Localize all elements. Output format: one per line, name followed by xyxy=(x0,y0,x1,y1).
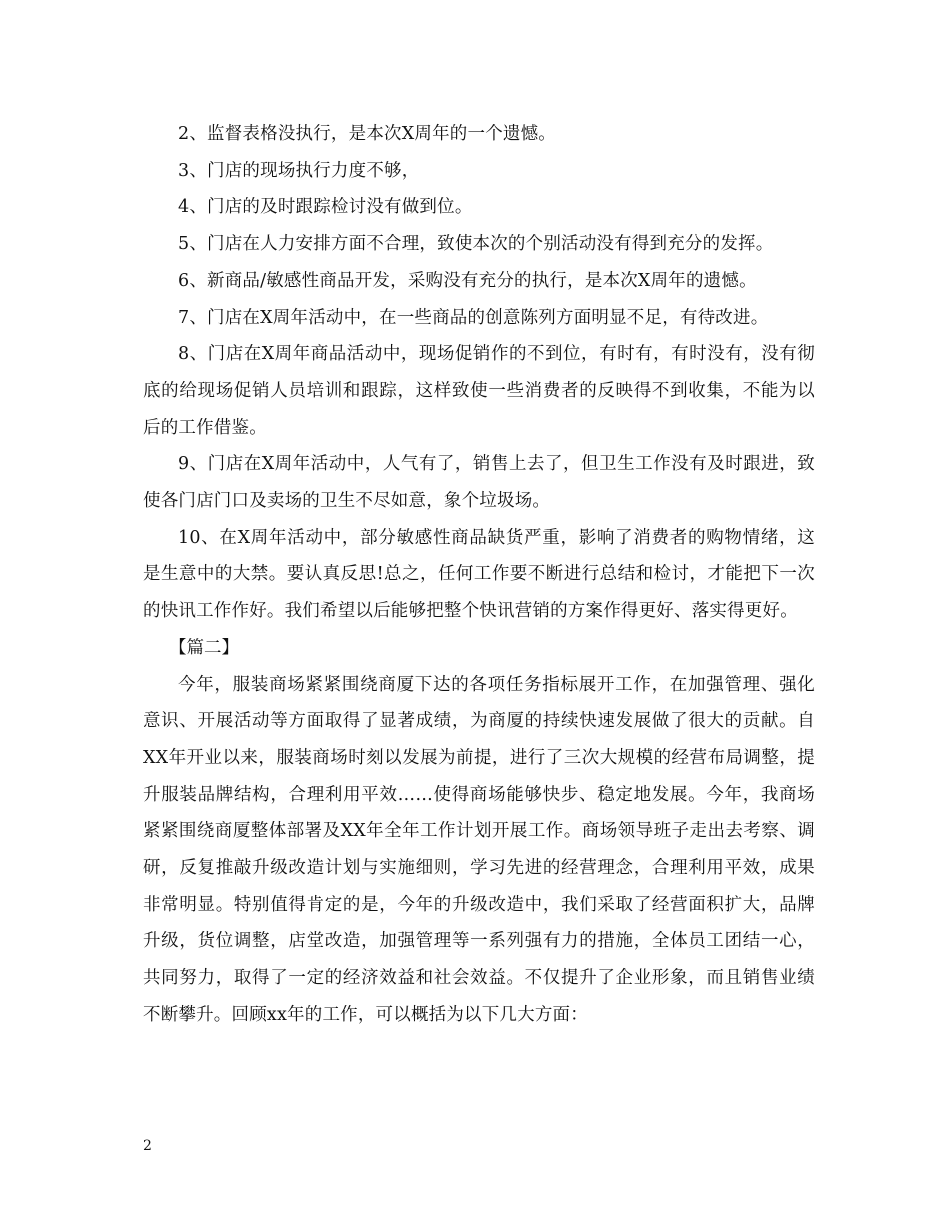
section-paragraph: 今年，服装商场紧紧围绕商厦下达的各项任务指标展开工作，在加强管理、强化意识、开展活动等方面取得了显著成绩，为商厦的持续快速发展做了很大的贡献。自XX年开业以来，服装商场时刻以发展为前提，进行了三次大规模的经营布局调整，提升服装品牌结构，合理利用平效……使得商场能够快步、稳定地发展。今年，我商场紧紧围绕商厦整体部署及XX年全年工作计划开展工作。商场领导班子走出去考察、调研，反复推敲升级改造计划与实施细则，学习先进的经营理念，合理利用平效，成果非常明显。特别值得肯定的是，今年的升级改造中，我们采取了经营面积扩大，品牌升级，货位调整，店堂改造，加强管理等一系列强有力的措施，全体员工团结一心，共同努力，取得了一定的经济效益和社会效益。不仅提升了企业形象，而且销售业绩不断攀升。回顾xx年的工作，可以概括为以下几大方面： xyxy=(143,674,815,1025)
paragraph-item-2: 2、监督表格没执行，是本次X周年的一个遗憾。 xyxy=(178,124,556,144)
page-number: 2 xyxy=(143,1138,152,1154)
paragraph-item-4: 4、门店的及时跟踪检讨没有做到位。 xyxy=(178,197,473,218)
document-body xyxy=(143,116,815,1034)
paragraph-item-3: 3、门店的现场执行力度不够， xyxy=(178,160,420,181)
paragraph-item-6: 6、新商品/敏感性商品开发，采购没有充分的执行，是本次X周年的遗憾。 xyxy=(178,270,757,291)
paragraph-item-8: 8、门店在X周年商品活动中，现场促销作的不到位，有时有，有时没有，没有彻底的给现场促销人员培训和跟踪，这样致使一些消费者的反映得不到收集，不能为以后的工作借鉴。 xyxy=(143,344,815,438)
section-heading: 【篇二】 xyxy=(169,637,239,658)
paragraph-item-5: 5、门店在人力安排方面不合理，致使本次的个别活动没有得到充分的发挥。 xyxy=(178,234,774,255)
paragraph-item-9: 9、门店在X周年活动中，人气有了，销售上去了，但卫生工作没有及时跟进，致使各门店门口及卖场的卫生不尽如意，象个垃圾场。 xyxy=(143,454,815,512)
paragraph-item-7: 7、门店在X周年活动中，在一些商品的创意陈列方面明显不足，有待改进。 xyxy=(178,307,769,328)
paragraph-item-10: 10、在X周年活动中，部分敏感性商品缺货严重，影响了消费者的购物情绪，这是生意中的大禁。要认真反思!总之，任何工作要不断进行总结和检讨，才能把下一次的快讯工作作好。我们希望以后能够把整个快讯营销的方案作得更好、落实得更好。 xyxy=(143,527,815,622)
